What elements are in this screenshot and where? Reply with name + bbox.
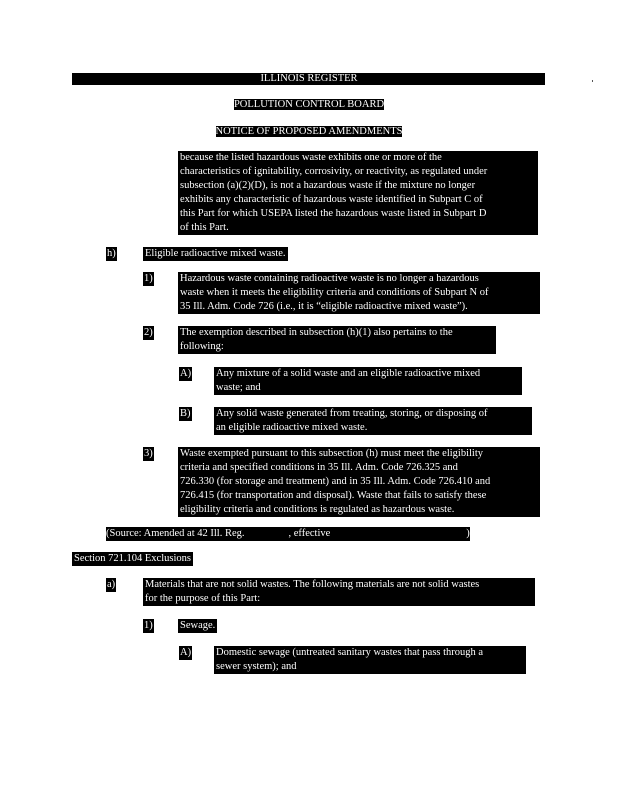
item-2b-paragraph: Any solid waste generated from treating, storing, or disposing of an eligible radioactive mixed waste. bbox=[214, 407, 532, 435]
domestic-sewage-marker: A) bbox=[180, 647, 192, 658]
item-2-paragraph: The exemption described in subsection (h)(1) also pertains to the following: bbox=[178, 326, 496, 354]
blank-effective-date bbox=[330, 527, 466, 541]
register-title: ILLINOIS REGISTER bbox=[260, 73, 358, 84]
section-heading: Section 721.104 Exclusions bbox=[74, 553, 191, 564]
blank-register-page bbox=[245, 527, 289, 541]
subsection-a-paragraph: Materials that are not solid wastes. The following materials are not solid wastes for the purpose of this Part: bbox=[143, 578, 535, 606]
item-2b-marker: B) bbox=[180, 408, 191, 419]
subsection-a-marker: a) bbox=[107, 579, 116, 590]
subsection-h-marker: h) bbox=[107, 248, 116, 259]
continuation-paragraph: because the listed hazardous waste exhibits one or more of the characteristics of ignitability, corrosivity, or reactivity, as regulated under subsection (a)(2)(D), is not a hazardous waste if the mixture no longer exhibits any characteristic of hazardous waste identified in Subpart C of this Part for which USEPA listed the hazardous waste listed in Subpart D of this Part. bbox=[178, 151, 538, 235]
item-3-marker: 3) bbox=[144, 448, 153, 459]
source-note: (Source: Amended at 42 Ill. Reg. , effective ) bbox=[106, 528, 470, 539]
subsection-h-heading: Eligible radioactive mixed waste. bbox=[145, 248, 286, 259]
item-2a-marker: A) bbox=[180, 368, 192, 379]
item-3-paragraph: Waste exempted pursuant to this subsection (h) must meet the eligibility criteria and specified conditions in 35 Ill. Adm. Code 726.325 and 726.330 (for storage and treatment) and in 35 Ill. Adm. Code 726.410 and 726.415 (for transportation and disposal). Waste that fails to satisfy these eligibility criteria and conditions is regulated as hazardous waste. bbox=[178, 447, 540, 517]
domestic-sewage-paragraph: Domestic sewage (untreated sanitary wastes that pass through a sewer system); and bbox=[214, 646, 526, 674]
sewage-label: Sewage. bbox=[180, 620, 216, 631]
item-2-marker: 2) bbox=[144, 327, 153, 338]
stray-mark bbox=[592, 80, 593, 82]
item-2a-paragraph: Any mixture of a solid waste and an eligible radioactive mixed waste; and bbox=[214, 367, 522, 395]
sewage-item-marker: 1) bbox=[144, 620, 153, 631]
notice-title: NOTICE OF PROPOSED AMENDMENTS bbox=[215, 126, 403, 137]
item-1-marker: 1) bbox=[144, 273, 153, 284]
item-1-paragraph: Hazardous waste containing radioactive waste is no longer a hazardous waste when it meets the eligibility criteria and conditions of Subpart N of 35 Ill. Adm. Code 726 (i.e., it is “eligible radioactive mixed waste”). bbox=[178, 272, 540, 314]
board-title: POLLUTION CONTROL BOARD bbox=[233, 99, 385, 110]
